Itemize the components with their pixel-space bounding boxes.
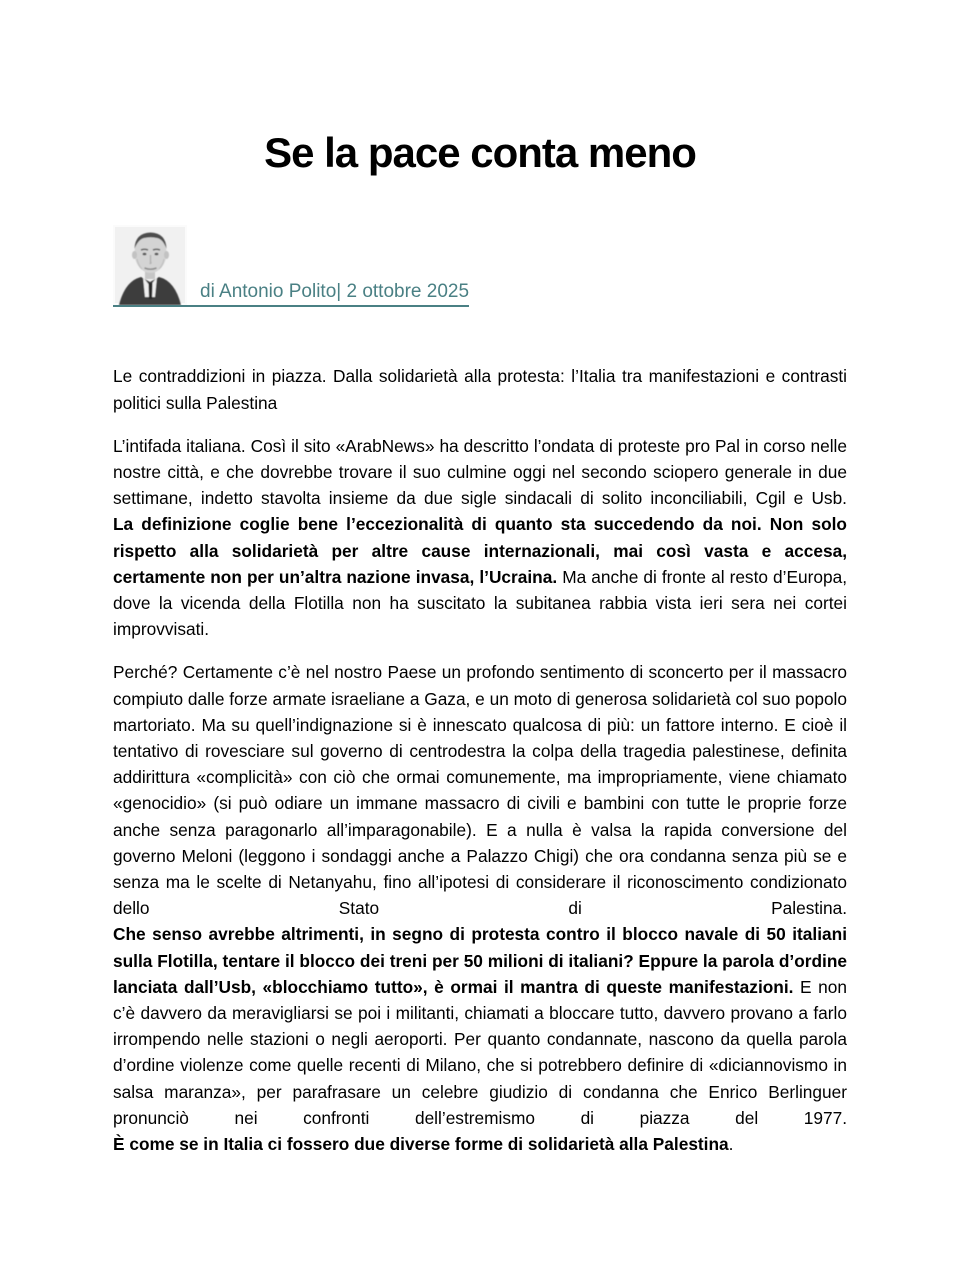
article-title: Se la pace conta meno (264, 129, 696, 177)
paragraph (113, 433, 847, 643)
text-segment: E non c’è davvero da meravigliarsi se poi i militanti, chiamati a bloccare tutto, davvero provano a farlo irrompendo nelle stazioni o negli aeroporti. Per quanto condannate, nascono da quella parola d’ordine violenze come quelle recenti di Milano, che si potrebbero definire di «diciannovismo in salsa maranza», per parafrasare un celebre giudizio di condanna che Enrico Berlinguer pronunciò nei confronti dell’estremismo di piazza del 1977. (113, 976, 848, 1128)
byline-text: di Antonio Polito| 2 ottobre 2025 (200, 281, 470, 303)
paragraph (113, 659, 847, 1157)
text-block (113, 363, 847, 415)
bold-text-segment: Che senso avrebbe altrimenti, in segno di protesta contro il blocco navale di 50 italiani sulla Flotilla, tentare il blocco dei treni per 50 milioni di italiani? Eppure la parola d’ordine lanciata dall’Usb, «blocchiamo tutto», è ormai il mantra di queste manifestazioni. (113, 924, 847, 997)
article-body (113, 363, 847, 1157)
text-block (113, 511, 847, 642)
text-block (113, 433, 847, 512)
author-photo (113, 225, 187, 305)
text-block (113, 921, 847, 1131)
byline-row (113, 225, 847, 310)
text-segment: Perché? Certamente c’è nel nostro Paese un profondo sentimento di sconcerto per il massacro compiuto dalle forze armate israeliane a Gaza, e un moto di generosa solidarietà col suo popolo martoriato. Ma su quell’indignazione si è innescato qualcosa di più: un fattore interno. E cioè il tentativo di rovesciare sul governo di centrodestra la colpa della tragedia palestinese, definita addirittura «complicità» con ciò che ormai comunemente, ma impropriamente, viene chiamato «genocidio» (si può odiare un immane massacro di civili e bambini con tutte le proprie forze anche senza paragonarlo all’imparagonabile). E a nulla è valsa la rapida conversione del governo Meloni (leggono i sondaggi anche a Palazzo Chigi) che ora condanna senza più se e senza ma le scelte di Netanyahu, fino all’ipotesi di considerare il riconoscimento condizionato dello Stato di Palestina. (113, 662, 847, 919)
paragraph (113, 363, 847, 415)
text-segment: Ma anche di fronte al resto d’Europa, dove la vicenda della Flotilla non ha suscitato la subitanea rabbia vista ieri sera nei cortei improvvisati. (113, 566, 848, 640)
bold-text-segment: La definizione coglie bene l’eccezionalità di quanto sta succedendo da noi. Non solo rispetto alla solidarietà per altre cause internazionali, mai così vasta e accesa, certamente non per un’altra nazione invasa, l’Ucraina. (113, 514, 847, 587)
text-block (113, 1131, 847, 1157)
text-block (113, 659, 847, 921)
bold-text-segment: È come se in Italia ci fossero due diverse forme di solidarietà alla Palestina (113, 1134, 729, 1154)
text-segment: L’intifada italiana. Così il sito «ArabNews» ha descritto l’ondata di proteste pro Pal in corso nelle nostre città, e che dovrebbe trovare il suo culmine oggi nel secondo sciopero generale in due settimane, indetto stavolta insieme da due sigle sindacali di solito inconciliabili, Cgil e Usb. (113, 435, 847, 509)
byline-link[interactable] (113, 225, 469, 307)
text-segment: Le contraddizioni in piazza. Dalla solidarietà alla protesta: l’Italia tra manifestazioni e contrasti politici sulla Palestina (113, 366, 847, 413)
text-segment: . (728, 1134, 734, 1154)
document-page (113, 0, 847, 1157)
